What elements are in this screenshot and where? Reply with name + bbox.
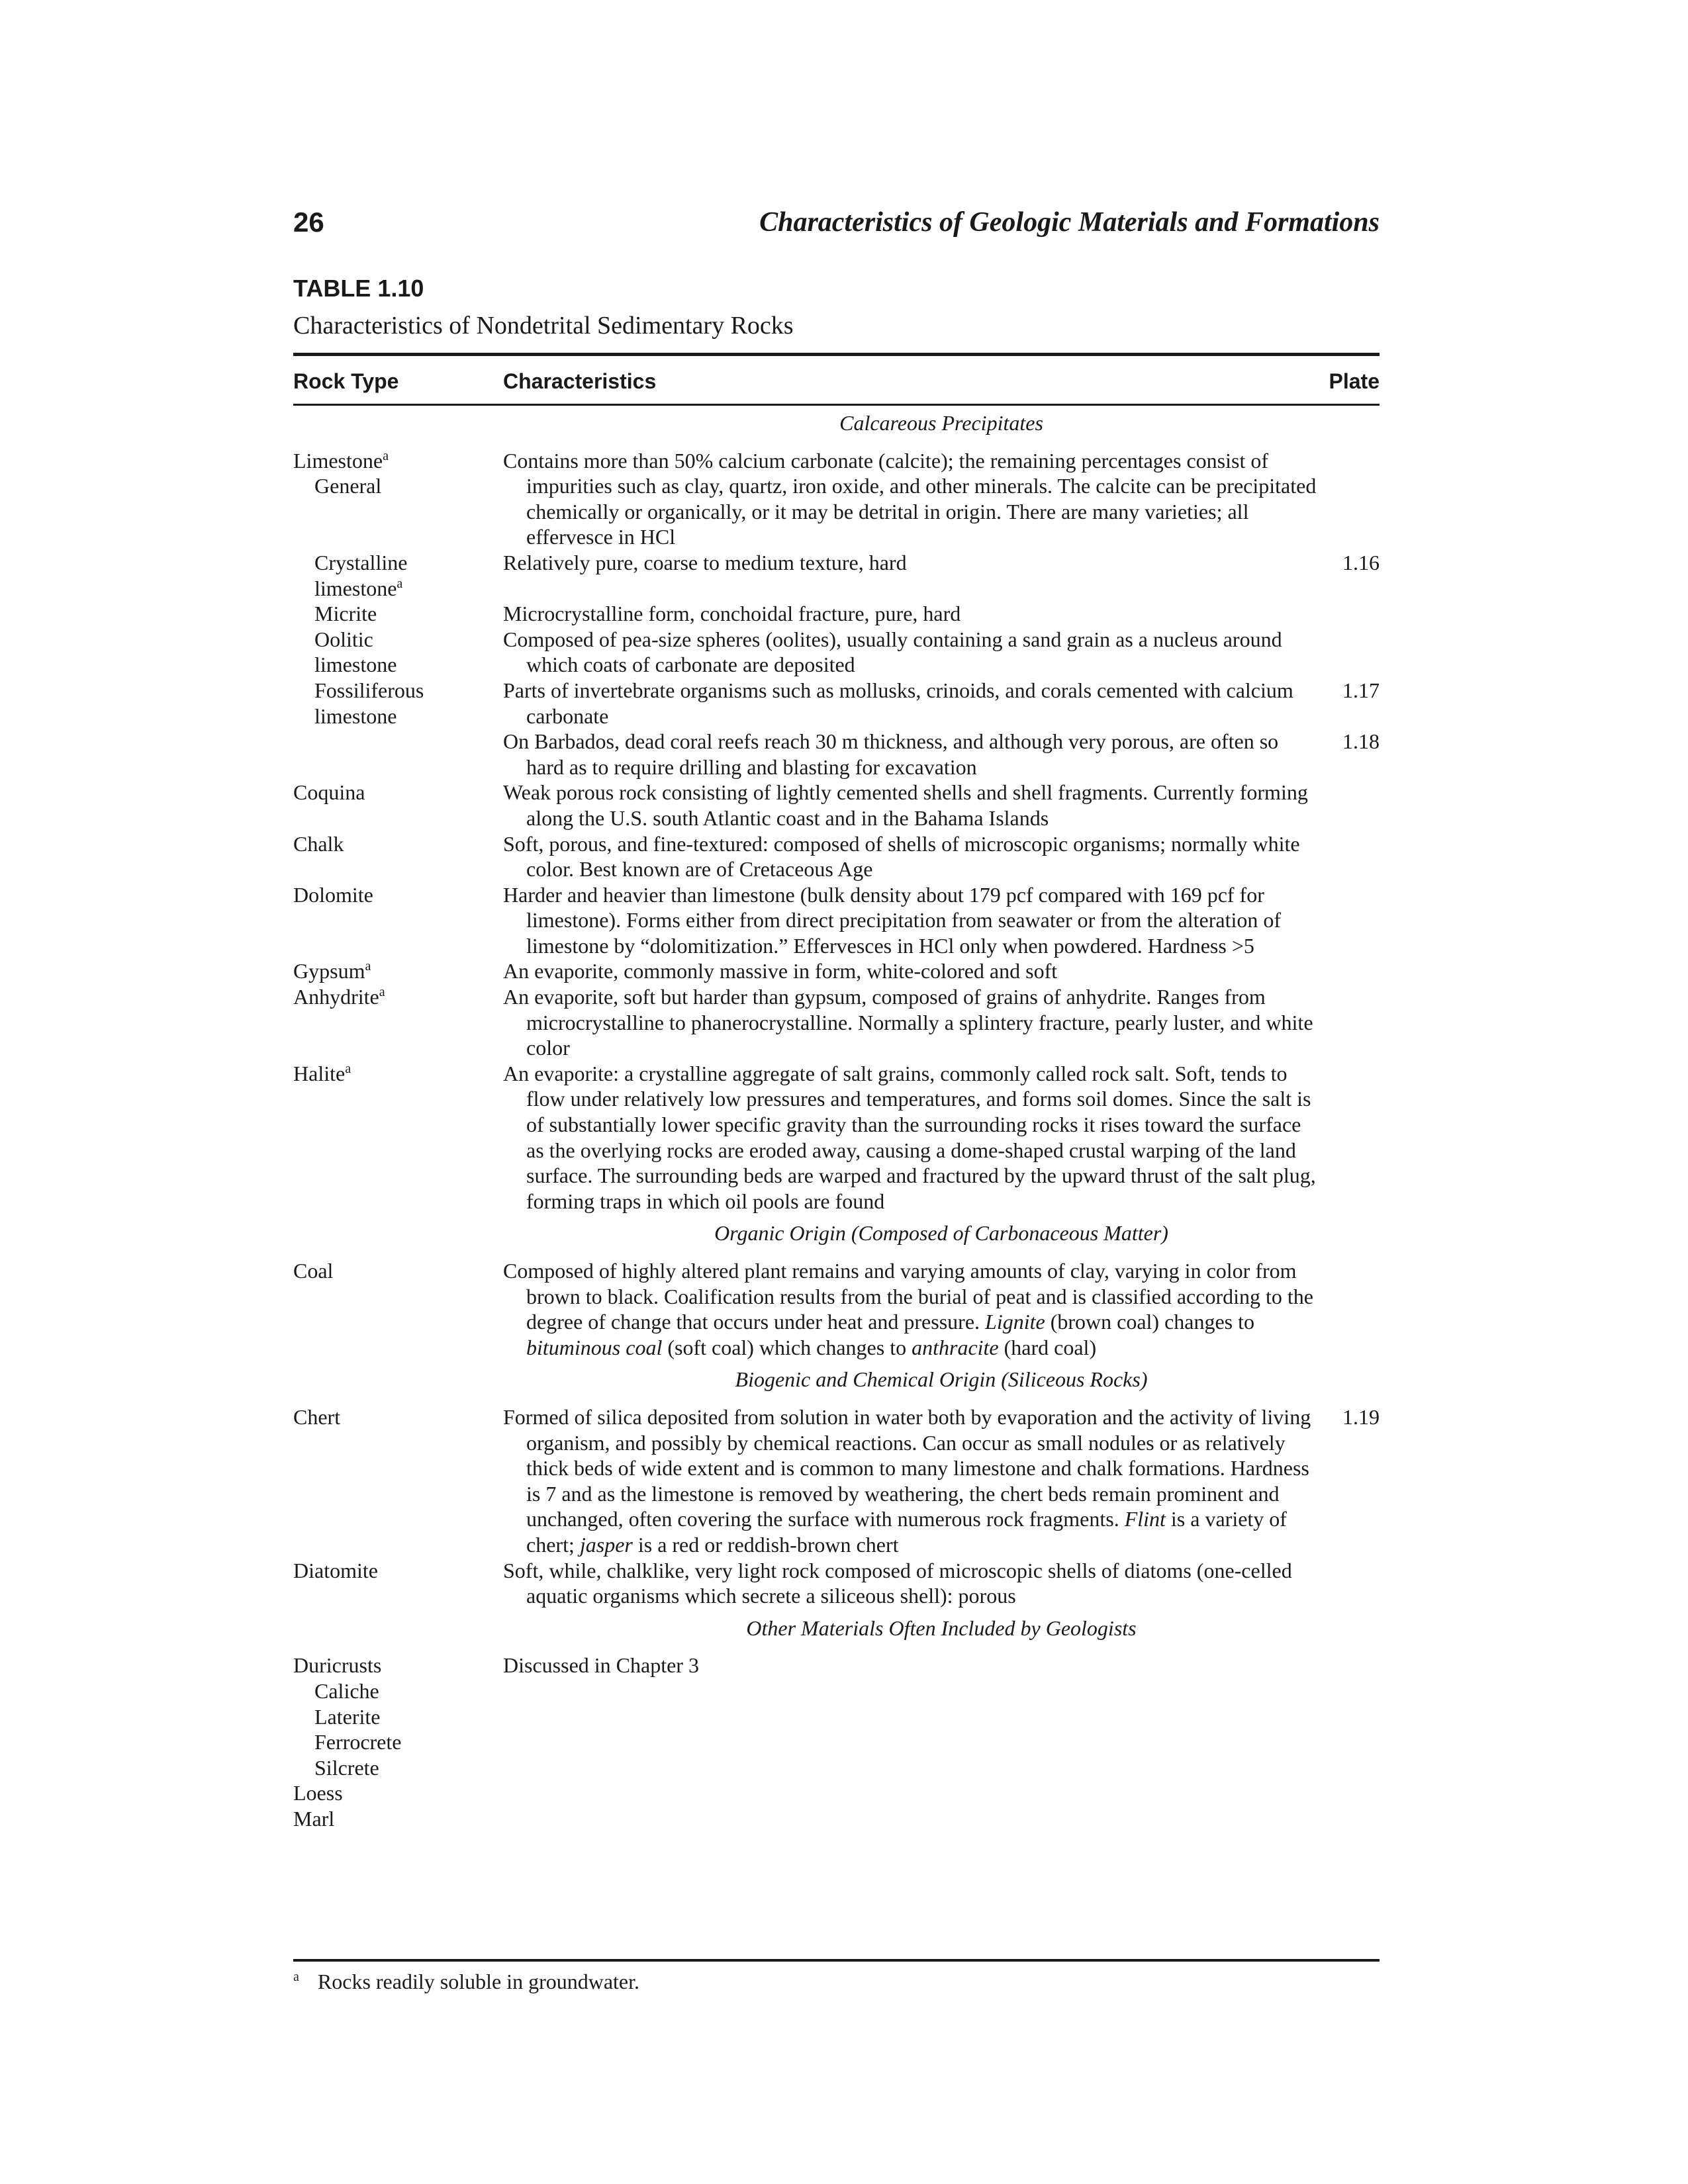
table-row-chalk [293, 831, 1380, 882]
column-header-plate: Plate [1329, 369, 1380, 393]
footnote-marker: a [397, 576, 403, 591]
rock-characteristics: Composed of highly altered plant remains and varying amounts of clay, varying in color from brown to black. Coalification results from the burial of peat and is classified according to the degree of change that occurs under heat and pressure. Lignite (brown coal) changes to bituminous coal (soft coal) which changes to anthracite (hard coal) [503, 1259, 1313, 1359]
section-heading-organic: Organic Origin (Composed of Carbonaceous Matter) [714, 1221, 1168, 1246]
table-bottom-rule [293, 1959, 1380, 1962]
rock-characteristics: Soft, porous, and fine-textured: composed of shells of microscopic organisms; normally white color. Best known are of Cretaceous Age [503, 831, 1300, 882]
rock-characteristics: Composed of pea-size spheres (oolites), usually containing a sand grain as a nucleus around which coats of carbonate are deposited [503, 627, 1282, 677]
table-row-coal [293, 1258, 1380, 1360]
rock-name-cont: limestone [314, 704, 397, 728]
rock-name: Chalk [293, 831, 344, 856]
rock-name: Crystalline [314, 550, 408, 574]
rock-subname: Laterite [314, 1704, 381, 1729]
rock-name-marl: Marl [293, 1806, 335, 1831]
term-jasper: jasper [579, 1532, 633, 1557]
rock-name: Coal [293, 1259, 334, 1283]
footnote-marker: a [345, 1061, 352, 1076]
term-flint: Flint [1124, 1507, 1166, 1531]
rock-characteristics: Contains more than 50% calcium carbonate (calcite); the remaining percentages consist of impurities such as clay, quartz, iron oxide, and other minerals. The calcite can be precipitated chemically or organically, or it may be detrital in origin. There are many varieties; all effervesce in HCl [503, 448, 1317, 549]
rock-subname: Silcrete [314, 1755, 379, 1780]
rock-subname: Caliche [314, 1678, 379, 1703]
rock-name: Chert [293, 1404, 341, 1429]
term-lignite: Lignite [985, 1310, 1045, 1334]
rock-subname: Ferrocrete [314, 1730, 402, 1754]
rock-name: Gypsum [293, 959, 365, 983]
rock-characteristics: Relatively pure, coarse to medium texture, hard [503, 550, 907, 574]
rock-name-cont: limestone [314, 576, 397, 600]
rock-characteristics: Parts of invertebrate organisms such as mollusks, crinoids, and corals cemented with calcium carbonate [503, 678, 1293, 728]
footnote-marker: a [383, 448, 389, 463]
rock-characteristics: On Barbados, dead coral reefs reach 30 m thickness, and although very porous, are often so hard as to require drilling and blasting for excavation [503, 729, 1279, 779]
rock-name: Diatomite [293, 1558, 378, 1582]
section-heading-other: Other Materials Often Included by Geologists [746, 1615, 1137, 1640]
table-row-fossiliferous-limestone [293, 678, 1380, 729]
table-row-crystalline-limestone [293, 550, 1380, 601]
rock-name: Fossiliferous [314, 678, 424, 702]
table-row-dolomite [293, 882, 1380, 959]
rock-characteristics: Soft, while, chalklike, very light rock composed of microscopic shells of diatoms (one-celled aquatic organisms which secrete a siliceous shell): porous [503, 1558, 1292, 1608]
rock-characteristics: An evaporite: a crystalline aggregate of salt grains, commonly called rock salt. Soft, tends to flow under relatively low pressures and temperatures, and forms soil domes. Since the salt is of substantially lower specific gravity than the surrounding rocks it rises toward the surface as the overlying rocks are eroded away, causing a dome-shaped crustal warping of the land surface. The surrounding beds are warped and fractured by the upward thrust of the salt plug, forming traps in which oil pools are found [503, 1061, 1316, 1213]
rock-name: Limestone [293, 448, 383, 473]
table-top-rule [293, 353, 1380, 356]
table-row-chert [293, 1404, 1380, 1558]
table-row-barbados [293, 729, 1380, 780]
section-heading-calcareous: Calcareous Precipitates [839, 411, 1043, 435]
table-title: Characteristics of Nondetrital Sedimentary Rocks [293, 312, 794, 340]
column-header-characteristics: Characteristics [503, 369, 657, 393]
page-number: 26 [293, 206, 324, 238]
table-row-diatomite [293, 1558, 1380, 1609]
rock-characteristics: Weak porous rock consisting of lightly cemented shells and shell fragments. Currently forming along the U.S. south Atlantic coast and in the Bahama Islands [503, 780, 1308, 830]
table-label: TABLE 1.10 [293, 275, 424, 302]
table-row-limestone [293, 448, 1380, 550]
table-body [293, 410, 1380, 1831]
rock-name: Duricrusts [293, 1653, 382, 1678]
column-header-rock-type: Rock Type [293, 369, 399, 393]
footnote-text: Rocks readily soluble in groundwater. [317, 1970, 640, 1993]
rock-characteristics: An evaporite, commonly massive in form, white-colored and soft [503, 959, 1058, 983]
rock-characteristics: An evaporite, soft but harder than gypsum, composed of grains of anhydrite. Ranges from microcrystalline to phanerocrystalline. Normally a splintery fracture, pearly luster, and white color [503, 985, 1313, 1060]
rock-subname: General [314, 474, 382, 498]
table-row-gypsum [293, 958, 1380, 984]
footnote-marker: a [293, 1970, 299, 1984]
rock-name: Dolomite [293, 882, 373, 907]
rock-name: Anhydrite [293, 985, 379, 1009]
rock-name-cont: limestone [314, 653, 397, 677]
plate-number: 1.17 [1342, 678, 1380, 702]
rock-name: Coquina [293, 780, 365, 805]
plate-number: 1.18 [1342, 729, 1380, 754]
rock-name-loess: Loess [293, 1781, 343, 1805]
plate-number: 1.19 [1342, 1404, 1380, 1429]
table-footnote [293, 1970, 639, 1994]
table-row-anhydrite [293, 984, 1380, 1061]
rock-characteristics: Formed of silica deposited from solution in water both by evaporation and the activity of living organism, and possibly by chemical reactions. Can occur as small nodules or as relatively thick beds of wide extent and is common to many limestone and chalk formations. Hardness is 7 and as the limestone is removed by weathering, the chert beds remain prominent and unchanged, often covering the surface with numerous rock fragments. Flint is a variety of chert; jasper is a red or reddish-brown chert [503, 1404, 1311, 1557]
table-header-rule [293, 404, 1380, 406]
term-bituminous-coal: bituminous coal [526, 1335, 663, 1359]
rock-characteristics: Microcrystalline form, conchoidal fracture, pure, hard [503, 602, 961, 626]
table-row-duricrusts [293, 1653, 1380, 1831]
footnote-marker: a [379, 985, 385, 1000]
table-row-micrite [293, 601, 1380, 627]
table-row-oolitic-limestone [293, 627, 1380, 678]
rock-name: Oolitic [314, 627, 373, 651]
rock-name: Micrite [314, 602, 377, 626]
running-title: Characteristics of Geologic Materials and Formations [759, 207, 1380, 238]
rock-characteristics: Discussed in Chapter 3 [503, 1653, 699, 1678]
table-row-halite [293, 1061, 1380, 1214]
term-anthracite: anthracite [912, 1335, 999, 1359]
table-row-coquina [293, 780, 1380, 831]
plate-number: 1.16 [1342, 550, 1380, 574]
rock-name: Halite [293, 1061, 346, 1085]
footnote-marker: a [365, 959, 371, 974]
section-heading-siliceous: Biogenic and Chemical Origin (Siliceous Rocks) [735, 1367, 1148, 1392]
rock-characteristics: Harder and heavier than limestone (bulk density about 179 pcf compared with 169 pcf for limestone). Forms either from direct precipitation from seawater or from the alteration of limestone by “dolomitization.” Effervesces in HCl only when powdered. Hardness >5 [503, 882, 1282, 958]
